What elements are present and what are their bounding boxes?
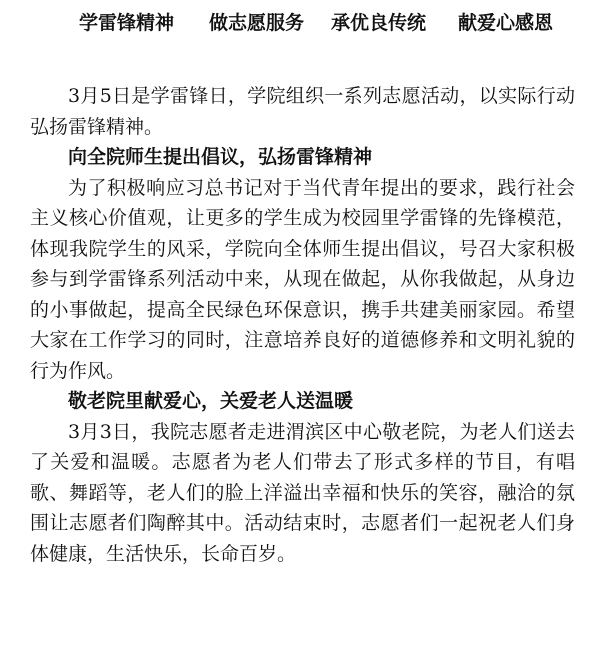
title-part-1: 学雷锋精神 (79, 12, 175, 34)
document-body (30, 81, 575, 569)
document-title (0, 6, 600, 40)
section-heading-nursing-home: 敬老院里献爱心，关爱老人送温暖 (68, 390, 354, 412)
section-heading-initiative: 向全院师生提出倡议，弘扬雷锋精神 (68, 146, 373, 168)
intro-paragraph: 3月5日是学雷锋日，学院组织一系列志愿活动，以实际行动弘扬雷锋精神。 (30, 85, 575, 138)
title-part-4: 献爱心感恩 (458, 12, 554, 34)
title-part-2: 做志愿服务 (209, 12, 305, 34)
title-part-3: 承优良传统 (331, 12, 427, 34)
nursing-home-paragraph: 3月3日，我院志愿者走进渭滨区中心敬老院，为老人们送去了关爱和温暖。志愿者为老人们带去了形式多样的节目，有唱歌、舞蹈等，老人们的脸上洋溢出幸福和快乐的笑容，融洽的氛围让志愿者们陶醉其中。活动结束时，志愿者们一起祝老人们身体健康，生活快乐，长命百岁。 (30, 420, 575, 565)
initiative-paragraph: 为了积极响应习总书记对于当代青年提出的要求，践行社会主义核心价值观，让更多的学生成为校园里学雷锋的先锋模范，体现我院学生的风采，学院向全体师生提出倡议，号召大家积极参与到学雷锋系列活动中来，从现在做起，从你我做起，从身边的小事做起，提高全民绿色环保意识，携手共建美丽家园。希望大家在工作学习的同时，注意培养良好的道德修养和文明礼貌的行为作风。 (30, 176, 575, 382)
